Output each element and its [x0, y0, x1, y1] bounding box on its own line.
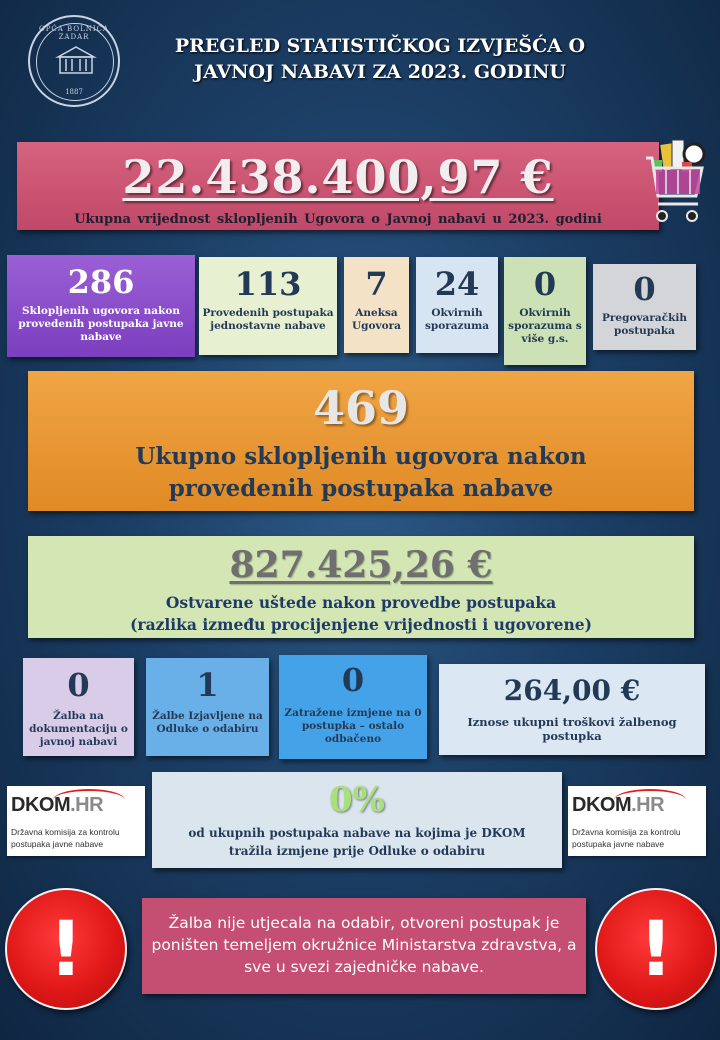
stat-requested-changes-card [279, 655, 427, 759]
dkom-percentage-label-1: od ukupnih postupaka nabave na kojima je DKOM [188, 826, 526, 840]
stat-contracts-card [7, 255, 195, 357]
stat-label: Provedenih postupaka jednostavne nabave [202, 307, 334, 333]
stat-value: 0 [67, 666, 90, 704]
dkom-percentage-value: 0% [329, 780, 385, 820]
dkom-subtitle: Državna komisija za kontrolu postupaka javne nabave [572, 827, 681, 849]
stat-complaint-decision-card [146, 658, 269, 756]
dkom-logo-main: DKOM [11, 794, 71, 816]
stat-value: 0 [341, 661, 365, 699]
stat-label: Okvirnih sporazuma s više g.s. [508, 307, 582, 346]
savings-value: 827.425,26 € [229, 544, 493, 586]
exclamation-icon [595, 888, 717, 1010]
stat-label: Okvirnih sporazuma [424, 307, 490, 333]
dkom-logo-right [568, 786, 706, 856]
stat-label: Žalbe Izjavljene na Odluke o odabiru [152, 710, 263, 736]
title-line-1: PREGLED STATISTIČKOG IZVJEŠĆA O [174, 35, 586, 57]
building-icon [54, 45, 98, 77]
stat-annexes-card [344, 257, 409, 353]
hospital-logo [28, 15, 120, 107]
dkom-logo-main: DKOM [572, 794, 632, 816]
total-contracts-card [28, 371, 694, 511]
total-label: Ukupna vrijednost sklopljenih Ugovora o Javnoj nabavi u 2023. godini [74, 212, 602, 227]
savings-card [28, 536, 694, 638]
stat-label: Pregovaračkih postupaka [602, 312, 687, 338]
title-line-2: JAVNOJ NABAVI ZA 2023. GODINU [194, 61, 566, 83]
stat-value: 7 [365, 265, 388, 303]
stat-value: 286 [67, 263, 135, 301]
stat-value: 24 [434, 265, 480, 303]
dkom-percentage-label-2: tražila izmjene prije Odluke o odabiru [228, 844, 486, 858]
note-card [142, 898, 586, 994]
shopping-cart-icon [644, 138, 706, 228]
savings-label-1: Ostvarene uštede nakon provedbe postupaka [165, 593, 557, 612]
stat-label: Sklopljenih ugovora nakon provedenih postupaka javne nabave [18, 305, 184, 344]
stat-complaint-docs-card [23, 658, 134, 756]
savings-label-2: (razlika između procijenjene vrijednosti i ugovorene) [130, 615, 592, 634]
stat-value: 1 [196, 666, 219, 704]
stat-value: 0 [533, 265, 557, 303]
exclamation-glyph: ! [638, 904, 674, 993]
stat-label: Aneksa Ugovora [352, 307, 401, 333]
stat-negotiated-card [593, 264, 696, 350]
stat-value: 113 [234, 265, 302, 303]
total-value: 22.438.400,97 € [122, 150, 554, 204]
dkom-percentage-card [152, 772, 562, 868]
stat-label: Zatražene izmjene na 0 postupka – ostalo odbačeno [284, 707, 422, 746]
dkom-subtitle: Državna komisija za kontrolu postupaka javne nabave [11, 827, 120, 849]
total-contracts-value: 469 [312, 381, 410, 435]
stat-value: 0 [633, 270, 656, 308]
dkom-logo-suffix: .HR [631, 794, 665, 816]
exclamation-glyph: ! [48, 904, 84, 993]
total-contracts-label-1: Ukupno sklopljenih ugovora nakon [135, 443, 587, 470]
stat-label: Iznose ukupni troškovi žalbenog postupka [467, 715, 677, 744]
stat-value: 264,00 € [503, 674, 641, 707]
stat-label: Žalba na dokumentaciju o javnoj nabavi [29, 710, 128, 749]
dkom-logo-left [7, 786, 145, 856]
total-contracts-label-2: provedenih postupaka nabave [168, 475, 554, 502]
note-text: Žalba nije utjecala na odabir, otvoreni postupak je poništen temeljem okružnice Ministarstva zdravstva, a sve u svezi zajedničke nabave. [151, 914, 577, 976]
logo-year: 1887 [65, 88, 83, 96]
dkom-logo-suffix: .HR [70, 794, 104, 816]
stat-framework-card [416, 257, 498, 353]
stat-simple-procurement-card [199, 257, 337, 355]
logo-text: OPĆA BOLNICA ZADAR [38, 25, 110, 41]
exclamation-icon [5, 888, 127, 1010]
total-value-card [17, 142, 659, 230]
stat-framework-multi-card [504, 257, 586, 365]
stat-complaint-costs-card [439, 664, 705, 755]
page-title [120, 33, 640, 85]
